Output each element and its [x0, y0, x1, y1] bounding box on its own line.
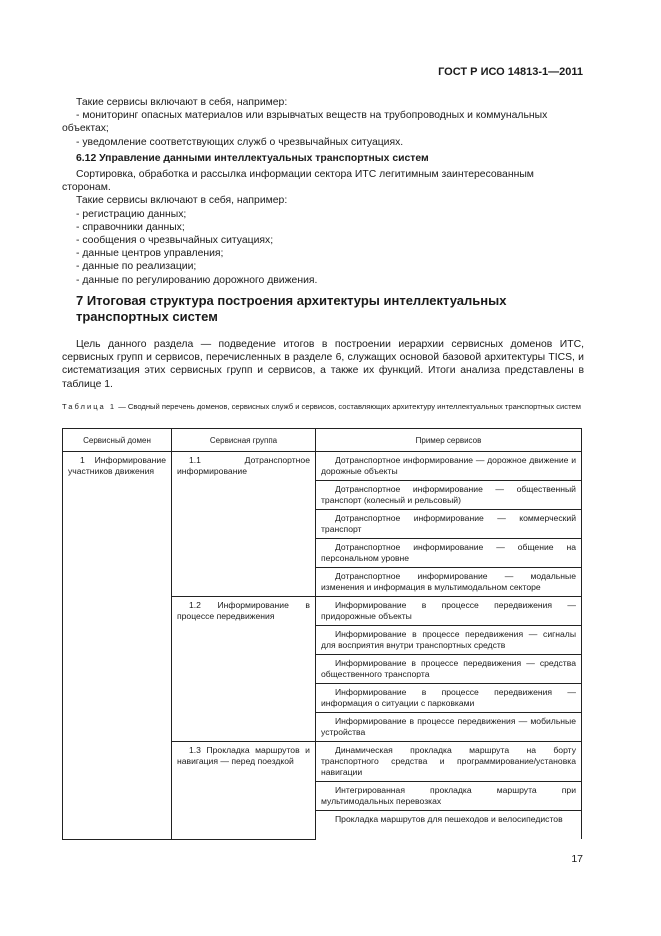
- summary-table: [62, 428, 582, 840]
- service-cell: Прокладка маршрутов для пешеходов и велосипедистов: [316, 811, 582, 840]
- list-item: - уведомление соответствующих служб о чрезвычайных ситуациях.: [76, 136, 404, 148]
- service-cell: Информирование в процессе передвижения — информация о ситуации с парковками: [316, 684, 582, 713]
- table-row: [63, 452, 582, 481]
- list-item: - сообщения о чрезвычайных ситуациях;: [76, 235, 274, 247]
- page-number: 17: [571, 853, 583, 865]
- service-cell: Дотранспортное информирование — модальные изменения и информация в мультимодальном секторе: [316, 568, 582, 597]
- list-item: - данные центров управления;: [76, 248, 224, 260]
- list-item: - справочники данных;: [76, 221, 185, 233]
- group-cell: 1.1 Дотранспортное информирование: [172, 452, 316, 597]
- list-item: - мониторинг опасных материалов или взрывчатых веществ на трубопроводных и коммунальных объектах;: [62, 110, 548, 135]
- list-item: - данные по реализации;: [76, 261, 197, 273]
- header-cell: Сервисная группа: [172, 429, 316, 452]
- service-cell: Динамическая прокладка маршрута на борту транспортного средства и программирование/установка навигации: [316, 742, 582, 782]
- service-cell: Дотранспортное информирование — общественный транспорт (колесный и рельсовый): [316, 481, 582, 510]
- service-cell: Информирование в процессе передвижения — сигналы для восприятия внутри транспортных средств: [316, 626, 582, 655]
- top-block: [62, 96, 584, 287]
- service-cell: Дотранспортное информирование — дорожное движение и дорожные объекты: [316, 452, 582, 481]
- service-cell: Дотранспортное информирование — общение на персональном уровне: [316, 539, 582, 568]
- section-heading-7: [62, 293, 584, 325]
- header-cell: Сервисный домен: [63, 429, 172, 452]
- service-cell: Информирование в процессе передвижения — мобильные устройства: [316, 713, 582, 742]
- service-cell: Интегрированная прокладка маршрута при мультимодальных перевозках: [316, 782, 582, 811]
- service-cell: Информирование в процессе передвижения — придорожные объекты: [316, 597, 582, 626]
- group-cell: 1.3 Прокладка маршрутов и навигация — перед поездкой: [172, 742, 316, 840]
- table-caption: [62, 402, 584, 412]
- table-header-row: [63, 429, 582, 452]
- section-heading-6-12: 6.12 Управление данными интеллектуальных транспортных систем: [76, 152, 429, 164]
- table-caption-label: Таблица 1: [62, 402, 117, 411]
- domain-cell: 1 Информирование участников движения: [63, 452, 172, 840]
- service-cell: Дотранспортное информирование — коммерческий транспорт: [316, 510, 582, 539]
- service-cell: Информирование в процессе передвижения — средства общественного транспорта: [316, 655, 582, 684]
- header-cell: Пример сервисов: [316, 429, 582, 452]
- section-heading-line: 7 Итоговая структура построения архитектуры интеллектуальных: [76, 293, 507, 308]
- paragraph: Сортировка, обработка и рассылка информации сектора ИТС легитимным заинтересованным сторонам.: [62, 169, 534, 194]
- document-code: ГОСТ Р ИСО 14813-1—2011: [438, 66, 583, 78]
- section-7-paragraph: Цель данного раздела — подведение итогов в построении иерархии сервисных доменов ИТС, сервисных групп и сервисов, перечисленных в разделе 6, служащих основой базовой архитектуры TICS, и систематизация этих сервисных групп и сервисов, а также их функций. Итоги анализа представлены в таблице 1.: [62, 339, 584, 390]
- group-cell: 1.2 Информирование в процессе передвижения: [172, 597, 316, 742]
- list-item: - регистрацию данных;: [76, 208, 187, 220]
- section-heading-line: транспортных систем: [76, 309, 218, 324]
- list-item: - данные по регулированию дорожного движения.: [76, 274, 318, 286]
- paragraph: Такие сервисы включают в себя, например:: [76, 195, 288, 207]
- table-caption-text: — Сводный перечень доменов, сервисных служб и сервисов, составляющих архитектуру интеллектуальных транспортных систем: [116, 402, 581, 411]
- paragraph: Такие сервисы включают в себя, например:: [76, 97, 288, 108]
